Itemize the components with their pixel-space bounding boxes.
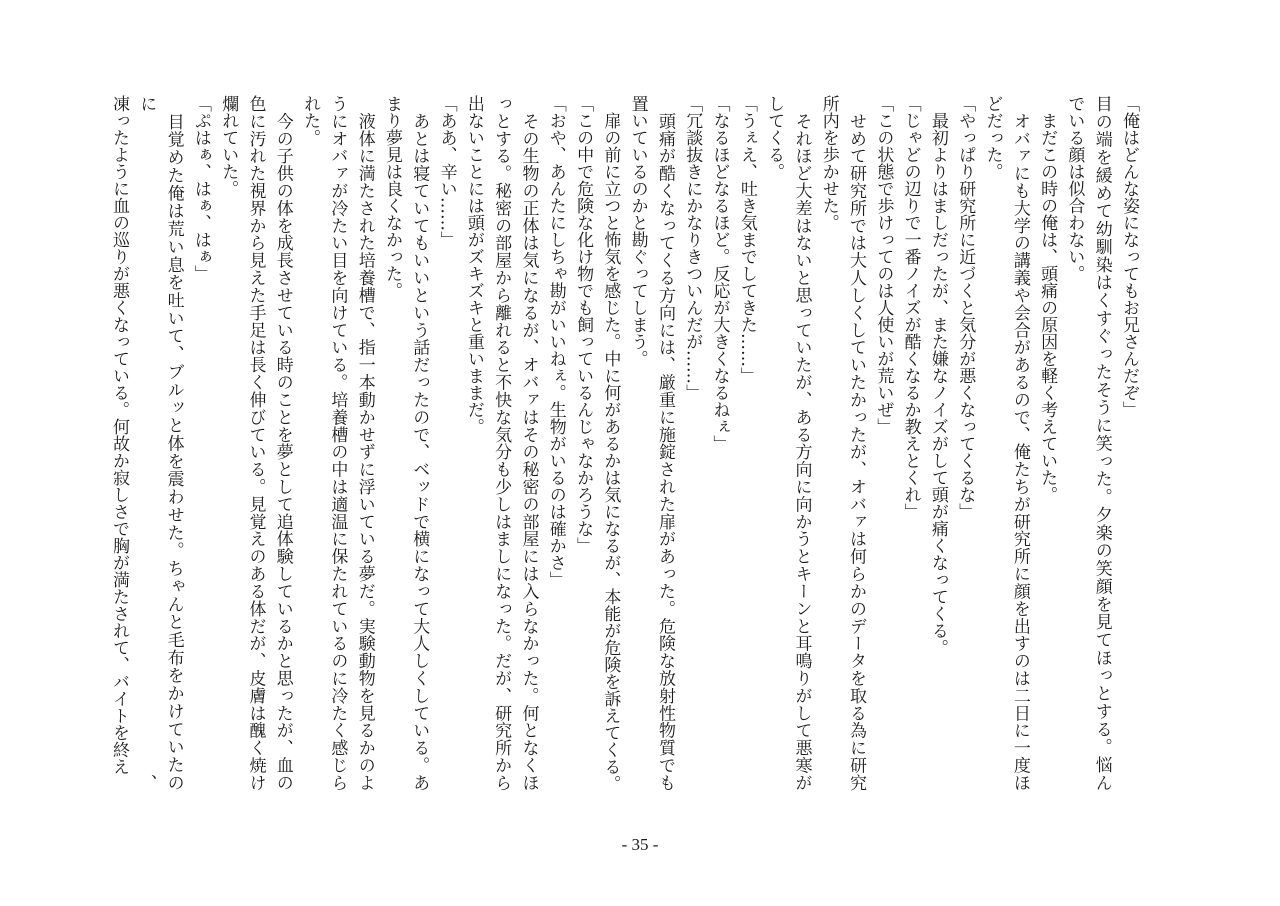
text-line: でいる顔は似合わない。: [1064, 95, 1085, 282]
text-line: 所内を歩かせた。: [818, 95, 839, 231]
text-line: 凍ったように血の巡りが悪くなっている。何故か寂しさで胸が満たされて、バイトを終え: [109, 95, 130, 775]
text-line: 「この状態で歩けってのは人使いが荒いぜ」: [873, 95, 894, 435]
body-text: [104, 95, 1142, 791]
text-line: あとは寝ていてもいいという話だったので、ベッドで横になって大人しくしている。あ: [409, 95, 430, 791]
text-line: 置いているのかと勘ぐってしまう。: [627, 95, 648, 367]
text-line: 「俺はどんな姿になってもお兄さんだぞ」: [1119, 95, 1139, 418]
page-number: - 35 -: [621, 835, 659, 854]
text-line: 爛れていた。: [218, 95, 239, 197]
text-line: 「冗談抜きにかなりきついんだが……」: [682, 95, 703, 401]
text-line: 「じゃどの辺りで一番ノイズが酷くなるか教えとくれ」: [900, 95, 921, 520]
text-line: 液体に満たされた培養槽で、指一本動かせずに浮いている夢だ。実験動物を見るかのよ: [354, 95, 375, 791]
text-line: まり夢見は良くなかった。: [381, 95, 402, 299]
text-line: 扉の前に立つと怖気を感じた。中に何があるかは気になるが、本能が危険を訴えてくる。: [600, 95, 621, 792]
text-line: れた。: [300, 95, 321, 146]
text-line: せめて研究所では大人しくしていたかったが、オバァは何らかのデータを取る為に研究: [846, 95, 867, 792]
text-line: してくる。: [764, 95, 785, 180]
text-line: 最初よりはましだったが、また嫌なノイズがして頭が痛くなってくる。: [927, 95, 948, 656]
text-line: 「なるほどなるほど。反応が大きくなるねぇ」: [709, 95, 730, 452]
text-line: 色に汚れた視界から見えた手足は長く伸びている。見覚えのある体だが、皮膚は醜く焼け: [245, 95, 266, 792]
text-line: 「この中で危険な化け物でも飼っているんじゃなかろうな」: [573, 95, 594, 554]
text-line: その生物の正体は気になるが、オバァはその秘密の部屋には入らなかった。何となくほ: [518, 95, 539, 791]
text-line: まだこの時の俺は、頭痛の原因を軽く考えていた。: [1037, 95, 1058, 503]
text-line: 「ああ、辛い……」: [436, 95, 457, 248]
text-line: 今の子供の体を成長させている時のことを夢として追体験しているかと思ったが、血の: [272, 95, 293, 792]
text-line: 「ぷはぁ、はぁ、はぁ」: [190, 95, 211, 282]
text-line: 出ないことには頭がズキズキと重いままだ。: [463, 95, 484, 435]
text-line: 「おや、あんたにしちゃ勘がいいねぇ。生物がいるのは確かさ」: [545, 95, 566, 588]
text-line: うにオバァが冷たい目を向けている。培養槽の中は適温に保たれているのに冷たく感じら: [327, 95, 348, 791]
text-line: どだった。: [982, 95, 1003, 180]
text-line: 「やっぱり研究所に近づくと気分が悪くなってくるな」: [955, 95, 976, 520]
text-line: 目の端を緩めて幼馴染はくすぐったそうに笑った。夕楽の笑顔を見てほっとする。悩ん: [1091, 95, 1112, 791]
text-line: 頭痛が酷くなってくる方向には、厳重に施錠された扉があった。危険な放射性物質でも: [654, 95, 675, 792]
text-line: オバァにも大学の講義や会合があるので、俺たちが研究所に顔を出すのは二日に一度ほ: [1009, 95, 1030, 791]
text-line: それほど大差はないと思っていたが、ある方向に向かうとキーンと耳鳴りがして悪寒が: [791, 95, 812, 791]
text-line: 「うぇえ、吐き気までしてきた……」: [736, 95, 757, 384]
text-line: っとする。秘密の部屋から離れると不快な気分も少しはましになった。だが、研究所から: [491, 95, 512, 791]
text-line: 目覚めた俺は荒い息を吐いて、ブルッと体を震わせた。ちゃんと毛布をかけていたのに、: [136, 95, 184, 791]
